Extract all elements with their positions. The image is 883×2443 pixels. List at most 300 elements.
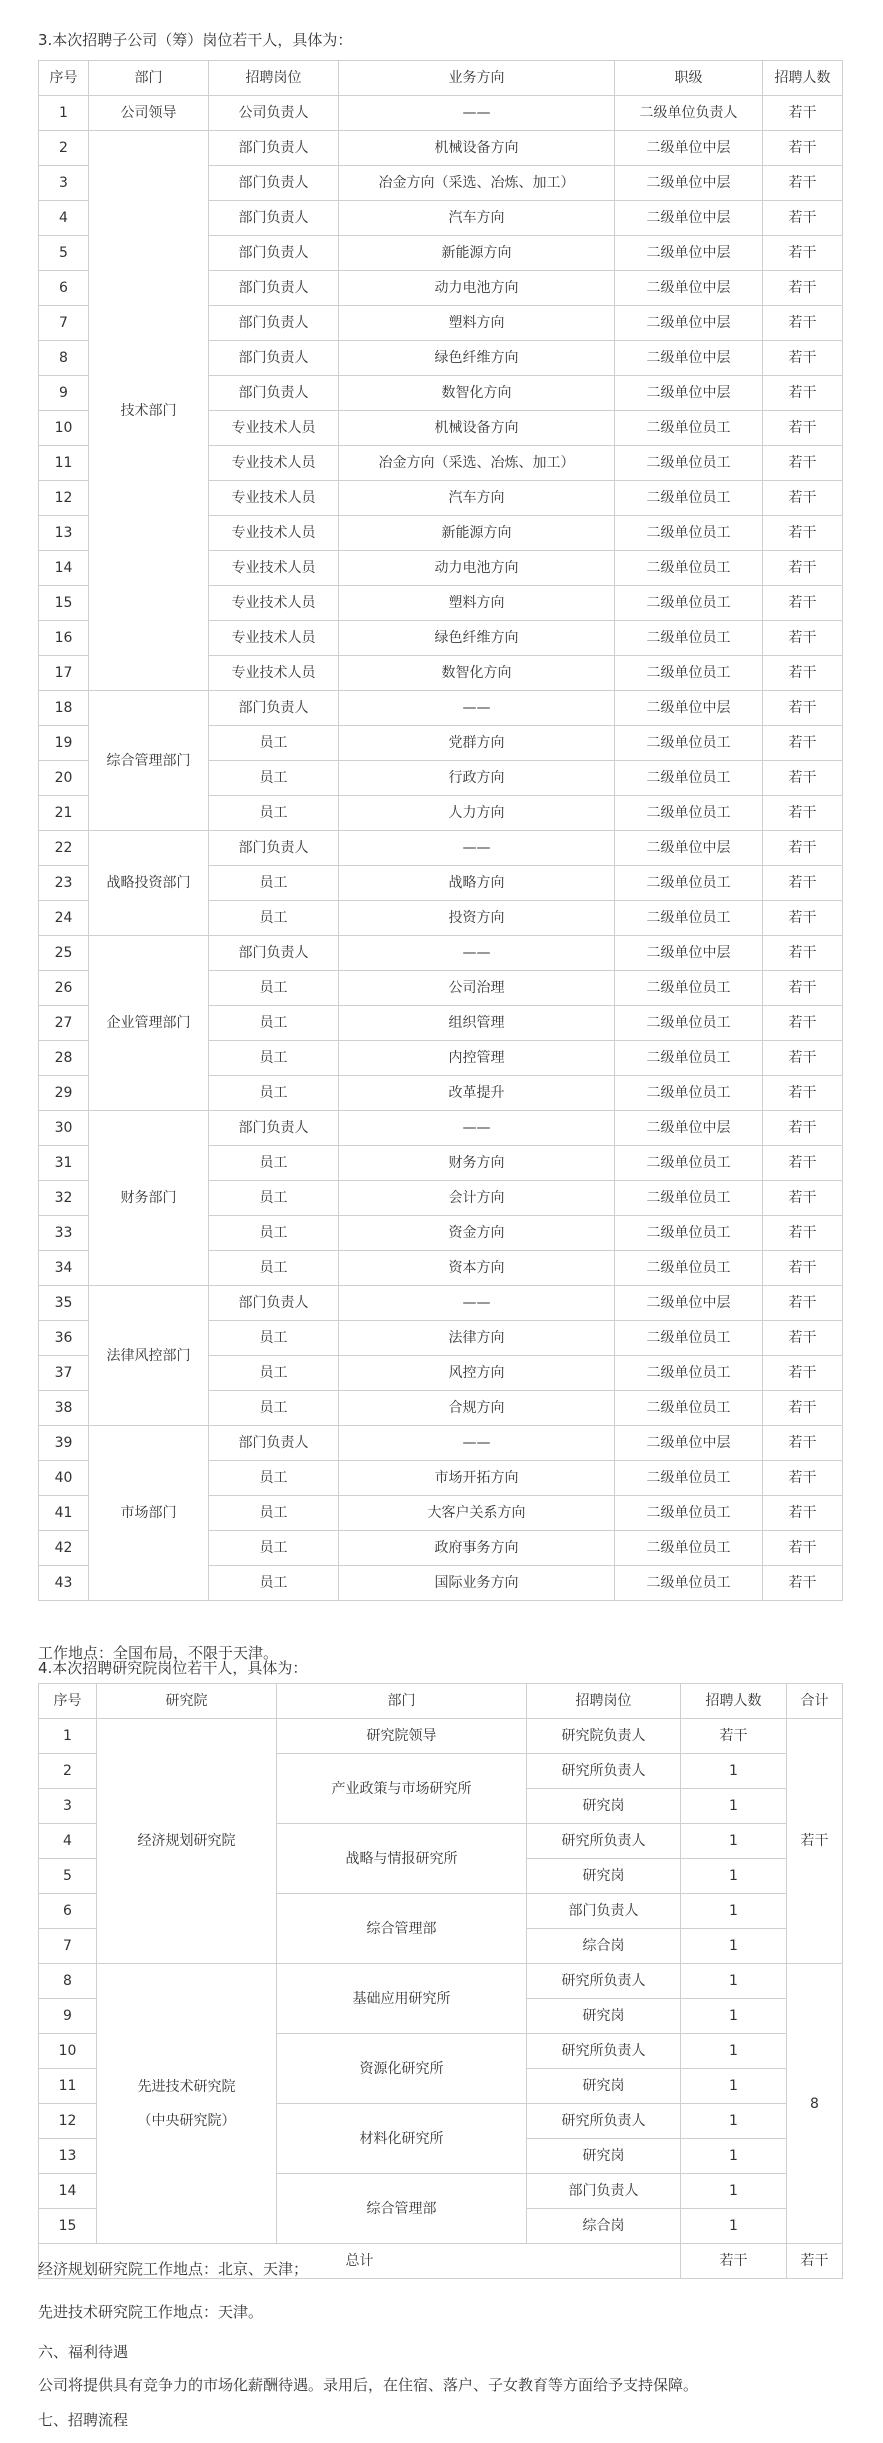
total-sum: 若干 [787, 2244, 843, 2279]
position-cell: 员工 [209, 971, 339, 1006]
row-number: 41 [39, 1496, 89, 1531]
direction-cell: 动力电池方向 [339, 271, 615, 306]
position-cell: 研究岗 [527, 2069, 681, 2104]
position-cell: 研究岗 [527, 2139, 681, 2174]
headcount-cell: 若干 [763, 1076, 843, 1111]
row-number: 35 [39, 1286, 89, 1321]
position-cell: 研究所负责人 [527, 1964, 681, 1999]
row-number: 23 [39, 866, 89, 901]
direction-cell: 冶金方向（采选、冶炼、加工） [339, 446, 615, 481]
column-header: 招聘岗位 [209, 61, 339, 96]
rank-cell: 二级单位中层 [615, 1111, 763, 1146]
position-cell: 专业技术人员 [209, 411, 339, 446]
direction-cell: 冶金方向（采选、冶炼、加工） [339, 166, 615, 201]
department-cell: 公司领导 [89, 96, 209, 131]
direction-cell: 资本方向 [339, 1251, 615, 1286]
row-number: 27 [39, 1006, 89, 1041]
direction-cell: 战略方向 [339, 866, 615, 901]
rank-cell: 二级单位员工 [615, 796, 763, 831]
row-number: 42 [39, 1531, 89, 1566]
position-cell: 部门负责人 [209, 831, 339, 866]
row-number: 15 [39, 2209, 97, 2244]
headcount-cell: 若干 [763, 481, 843, 516]
direction-cell: 绿色纤维方向 [339, 341, 615, 376]
column-header: 合计 [787, 1684, 843, 1719]
row-number: 1 [39, 96, 89, 131]
headcount-cell: 若干 [763, 1496, 843, 1531]
department-cell: 企业管理部门 [89, 936, 209, 1111]
row-number: 16 [39, 621, 89, 656]
row-number: 26 [39, 971, 89, 1006]
position-cell: 专业技术人员 [209, 621, 339, 656]
row-number: 4 [39, 1824, 97, 1859]
rank-cell: 二级单位中层 [615, 1426, 763, 1461]
direction-cell: —— [339, 691, 615, 726]
department-cell: 材料化研究所 [277, 2104, 527, 2174]
direction-cell: 党群方向 [339, 726, 615, 761]
position-cell: 研究所负责人 [527, 2104, 681, 2139]
direction-cell: 新能源方向 [339, 516, 615, 551]
headcount-cell: 1 [681, 1964, 787, 1999]
rank-cell: 二级单位员工 [615, 481, 763, 516]
department-cell: 资源化研究所 [277, 2034, 527, 2104]
rank-cell: 二级单位员工 [615, 586, 763, 621]
rank-cell: 二级单位员工 [615, 1146, 763, 1181]
headcount-cell: 若干 [763, 1041, 843, 1076]
table-row [39, 1964, 843, 1999]
position-cell: 公司负责人 [209, 96, 339, 131]
headcount-cell: 若干 [763, 1216, 843, 1251]
department-cell: 综合管理部门 [89, 691, 209, 831]
column-header: 部门 [277, 1684, 527, 1719]
institute-name-line: 先进技术研究院 [137, 2078, 236, 2095]
headcount-cell: 1 [681, 2209, 787, 2244]
row-number: 43 [39, 1566, 89, 1601]
direction-cell: 资金方向 [339, 1216, 615, 1251]
headcount-cell: 若干 [763, 1286, 843, 1321]
row-number: 29 [39, 1076, 89, 1111]
institute-name-line: （中央研究院） [137, 2112, 236, 2129]
position-cell: 员工 [209, 1006, 339, 1041]
row-number: 12 [39, 481, 89, 516]
headcount-cell: 若干 [763, 691, 843, 726]
direction-cell: 内控管理 [339, 1041, 615, 1076]
rank-cell: 二级单位员工 [615, 1076, 763, 1111]
row-number: 11 [39, 446, 89, 481]
rank-cell: 二级单位员工 [615, 1006, 763, 1041]
position-cell: 员工 [209, 1181, 339, 1216]
work-location-economic: 经济规划研究院工作地点：北京、天津； [38, 2260, 309, 2278]
rank-cell: 二级单位中层 [615, 831, 763, 866]
position-cell: 员工 [209, 1391, 339, 1426]
row-number: 24 [39, 901, 89, 936]
rank-cell: 二级单位员工 [615, 761, 763, 796]
rank-cell: 二级单位员工 [615, 446, 763, 481]
position-cell: 员工 [209, 1041, 339, 1076]
rank-cell: 二级单位员工 [615, 1356, 763, 1391]
headcount-cell: 若干 [763, 1566, 843, 1601]
direction-cell: 机械设备方向 [339, 131, 615, 166]
headcount-cell: 若干 [763, 1391, 843, 1426]
direction-cell: 数智化方向 [339, 656, 615, 691]
headcount-cell: 若干 [763, 1531, 843, 1566]
direction-cell: 会计方向 [339, 1181, 615, 1216]
row-number: 8 [39, 1964, 97, 1999]
table-header-row [39, 1684, 843, 1719]
row-number: 14 [39, 2174, 97, 2209]
department-cell: 法律风控部门 [89, 1286, 209, 1426]
row-number: 8 [39, 341, 89, 376]
institute-name-line: 经济规划研究院 [137, 1833, 236, 1849]
headcount-cell: 若干 [681, 1719, 787, 1754]
headcount-cell: 1 [681, 1929, 787, 1964]
headcount-cell: 若干 [763, 936, 843, 971]
headcount-cell: 若干 [763, 971, 843, 1006]
work-location-subsidiary: 工作地点：全国布局，不限于天津。 [38, 1644, 279, 1662]
direction-cell: 汽车方向 [339, 201, 615, 236]
headcount-cell: 1 [681, 2174, 787, 2209]
position-cell: 研究岗 [527, 1789, 681, 1824]
position-cell: 部门负责人 [527, 1894, 681, 1929]
rank-cell: 二级单位员工 [615, 1041, 763, 1076]
rank-cell: 二级单位员工 [615, 551, 763, 586]
row-number: 28 [39, 1041, 89, 1076]
section-6-title: 六、福利待遇 [38, 2343, 129, 2361]
headcount-cell: 若干 [763, 901, 843, 936]
row-number: 37 [39, 1356, 89, 1391]
position-cell: 员工 [209, 866, 339, 901]
row-number: 18 [39, 691, 89, 726]
headcount-cell: 若干 [763, 341, 843, 376]
row-number: 13 [39, 516, 89, 551]
row-number: 32 [39, 1181, 89, 1216]
headcount-cell: 若干 [763, 1006, 843, 1041]
direction-cell: 组织管理 [339, 1006, 615, 1041]
rank-cell: 二级单位员工 [615, 1531, 763, 1566]
rank-cell: 二级单位员工 [615, 1566, 763, 1601]
headcount-cell: 1 [681, 1999, 787, 2034]
direction-cell: 法律方向 [339, 1321, 615, 1356]
headcount-cell: 若干 [763, 1181, 843, 1216]
total-count: 若干 [681, 2244, 787, 2279]
row-number: 31 [39, 1146, 89, 1181]
rank-cell: 二级单位中层 [615, 201, 763, 236]
row-number: 17 [39, 656, 89, 691]
rank-cell: 二级单位中层 [615, 1286, 763, 1321]
headcount-cell: 若干 [763, 411, 843, 446]
headcount-cell: 若干 [763, 376, 843, 411]
position-cell: 研究所负责人 [527, 1824, 681, 1859]
position-cell: 研究岗 [527, 1859, 681, 1894]
position-cell: 部门负责人 [209, 271, 339, 306]
headcount-cell: 若干 [763, 306, 843, 341]
headcount-cell: 若干 [763, 1146, 843, 1181]
direction-cell: 数智化方向 [339, 376, 615, 411]
row-number: 10 [39, 411, 89, 446]
rank-cell: 二级单位员工 [615, 411, 763, 446]
headcount-cell: 若干 [763, 831, 843, 866]
row-number: 21 [39, 796, 89, 831]
rank-cell: 二级单位员工 [615, 1181, 763, 1216]
row-number: 3 [39, 166, 89, 201]
table-row [39, 1426, 843, 1461]
row-number: 7 [39, 306, 89, 341]
department-cell: 基础应用研究所 [277, 1964, 527, 2034]
headcount-cell: 1 [681, 2139, 787, 2174]
position-cell: 部门负责人 [209, 936, 339, 971]
direction-cell: 合规方向 [339, 1391, 615, 1426]
institute-cell [97, 1964, 277, 2244]
row-number: 6 [39, 271, 89, 306]
position-cell: 员工 [209, 1461, 339, 1496]
headcount-cell: 若干 [763, 516, 843, 551]
rank-cell: 二级单位中层 [615, 236, 763, 271]
rank-cell: 二级单位员工 [615, 1391, 763, 1426]
headcount-cell: 1 [681, 1754, 787, 1789]
column-header: 研究院 [97, 1684, 277, 1719]
row-number: 9 [39, 376, 89, 411]
position-cell: 部门负责人 [209, 691, 339, 726]
row-number: 2 [39, 1754, 97, 1789]
column-header: 序号 [39, 61, 89, 96]
section-4-title: 4.本次招聘研究院岗位若干人，具体为： [38, 1659, 308, 1677]
position-cell: 专业技术人员 [209, 586, 339, 621]
rank-cell: 二级单位员工 [615, 866, 763, 901]
direction-cell: —— [339, 96, 615, 131]
position-cell: 部门负责人 [527, 2174, 681, 2209]
column-header: 招聘人数 [681, 1684, 787, 1719]
position-cell: 员工 [209, 796, 339, 831]
headcount-cell: 若干 [763, 166, 843, 201]
headcount-cell: 若干 [763, 131, 843, 166]
department-cell: 综合管理部 [277, 2174, 527, 2244]
row-number: 9 [39, 1999, 97, 2034]
row-number: 7 [39, 1929, 97, 1964]
column-header: 业务方向 [339, 61, 615, 96]
table-row [39, 1111, 843, 1146]
rank-cell: 二级单位员工 [615, 621, 763, 656]
department-cell: 综合管理部 [277, 1894, 527, 1964]
headcount-cell: 若干 [763, 201, 843, 236]
row-number: 5 [39, 1859, 97, 1894]
direction-cell: 大客户关系方向 [339, 1496, 615, 1531]
department-cell: 市场部门 [89, 1426, 209, 1601]
headcount-cell: 若干 [763, 656, 843, 691]
table-row [39, 831, 843, 866]
position-cell: 部门负责人 [209, 1286, 339, 1321]
position-cell: 专业技术人员 [209, 516, 339, 551]
position-cell: 员工 [209, 1356, 339, 1391]
row-number: 25 [39, 936, 89, 971]
headcount-cell: 若干 [763, 236, 843, 271]
table-row [39, 1719, 843, 1754]
rank-cell: 二级单位员工 [615, 656, 763, 691]
rank-cell: 二级单位员工 [615, 516, 763, 551]
row-number: 2 [39, 131, 89, 166]
position-cell: 专业技术人员 [209, 481, 339, 516]
headcount-cell: 1 [681, 2104, 787, 2139]
department-cell: 战略投资部门 [89, 831, 209, 936]
headcount-cell: 若干 [763, 446, 843, 481]
rank-cell: 二级单位员工 [615, 901, 763, 936]
headcount-cell: 若干 [763, 796, 843, 831]
total-cell: 8 [787, 1964, 843, 2244]
institute-cell [97, 1719, 277, 1964]
headcount-cell: 1 [681, 1894, 787, 1929]
column-header: 招聘人数 [763, 61, 843, 96]
direction-cell: —— [339, 936, 615, 971]
headcount-cell: 若干 [763, 1321, 843, 1356]
direction-cell: 塑料方向 [339, 306, 615, 341]
column-header: 序号 [39, 1684, 97, 1719]
row-number: 38 [39, 1391, 89, 1426]
table-row [39, 936, 843, 971]
position-cell: 员工 [209, 1216, 339, 1251]
column-header: 招聘岗位 [527, 1684, 681, 1719]
row-number: 36 [39, 1321, 89, 1356]
row-number: 14 [39, 551, 89, 586]
direction-cell: 机械设备方向 [339, 411, 615, 446]
rank-cell: 二级单位中层 [615, 341, 763, 376]
direction-cell: 投资方向 [339, 901, 615, 936]
institute-positions-table [38, 1683, 843, 2279]
position-cell: 部门负责人 [209, 306, 339, 341]
position-cell: 员工 [209, 1146, 339, 1181]
position-cell: 专业技术人员 [209, 446, 339, 481]
headcount-cell: 若干 [763, 621, 843, 656]
direction-cell: —— [339, 1286, 615, 1321]
position-cell: 专业技术人员 [209, 656, 339, 691]
headcount-cell: 若干 [763, 1111, 843, 1146]
direction-cell: 人力方向 [339, 796, 615, 831]
row-number: 11 [39, 2069, 97, 2104]
row-number: 22 [39, 831, 89, 866]
position-cell: 综合岗 [527, 2209, 681, 2244]
work-location-advanced: 先进技术研究院工作地点：天津。 [38, 2303, 264, 2321]
position-cell: 部门负责人 [209, 1111, 339, 1146]
position-cell: 研究岗 [527, 1999, 681, 2034]
table-row [39, 96, 843, 131]
row-number: 6 [39, 1894, 97, 1929]
position-cell: 员工 [209, 726, 339, 761]
row-number: 19 [39, 726, 89, 761]
row-number: 33 [39, 1216, 89, 1251]
rank-cell: 二级单位员工 [615, 726, 763, 761]
rank-cell: 二级单位中层 [615, 271, 763, 306]
row-number: 39 [39, 1426, 89, 1461]
headcount-cell: 若干 [763, 96, 843, 131]
rank-cell: 二级单位中层 [615, 936, 763, 971]
headcount-cell: 1 [681, 1824, 787, 1859]
position-cell: 员工 [209, 761, 339, 796]
rank-cell: 二级单位负责人 [615, 96, 763, 131]
row-number: 5 [39, 236, 89, 271]
direction-cell: 动力电池方向 [339, 551, 615, 586]
row-number: 1 [39, 1719, 97, 1754]
headcount-cell: 若干 [763, 761, 843, 796]
position-cell: 部门负责人 [209, 236, 339, 271]
direction-cell: 国际业务方向 [339, 1566, 615, 1601]
headcount-cell: 1 [681, 1789, 787, 1824]
row-number: 12 [39, 2104, 97, 2139]
direction-cell: 绿色纤维方向 [339, 621, 615, 656]
department-cell: 战略与情报研究所 [277, 1824, 527, 1894]
position-cell: 员工 [209, 1321, 339, 1356]
headcount-cell: 若干 [763, 1251, 843, 1286]
table-row [39, 131, 843, 166]
position-cell: 综合岗 [527, 1929, 681, 1964]
direction-cell: 改革提升 [339, 1076, 615, 1111]
position-cell: 研究所负责人 [527, 1754, 681, 1789]
rank-cell: 二级单位员工 [615, 1496, 763, 1531]
direction-cell: 行政方向 [339, 761, 615, 796]
position-cell: 部门负责人 [209, 166, 339, 201]
position-cell: 部门负责人 [209, 201, 339, 236]
rank-cell: 二级单位中层 [615, 306, 763, 341]
position-cell: 部门负责人 [209, 341, 339, 376]
row-number: 4 [39, 201, 89, 236]
position-cell: 员工 [209, 1496, 339, 1531]
row-number: 13 [39, 2139, 97, 2174]
direction-cell: 市场开拓方向 [339, 1461, 615, 1496]
row-number: 30 [39, 1111, 89, 1146]
department-cell: 产业政策与市场研究所 [277, 1754, 527, 1824]
headcount-cell: 若干 [763, 1426, 843, 1461]
position-cell: 专业技术人员 [209, 551, 339, 586]
position-cell: 员工 [209, 1251, 339, 1286]
direction-cell: —— [339, 1111, 615, 1146]
row-number: 34 [39, 1251, 89, 1286]
total-cell: 若干 [787, 1719, 843, 1964]
direction-cell: 新能源方向 [339, 236, 615, 271]
position-cell: 员工 [209, 1566, 339, 1601]
position-cell: 研究所负责人 [527, 2034, 681, 2069]
department-cell: 研究院领导 [277, 1719, 527, 1754]
headcount-cell: 1 [681, 2069, 787, 2104]
table-row [39, 1286, 843, 1321]
direction-cell: 财务方向 [339, 1146, 615, 1181]
rank-cell: 二级单位中层 [615, 376, 763, 411]
position-cell: 员工 [209, 1076, 339, 1111]
headcount-cell: 1 [681, 1859, 787, 1894]
rank-cell: 二级单位中层 [615, 166, 763, 201]
column-header: 部门 [89, 61, 209, 96]
rank-cell: 二级单位中层 [615, 691, 763, 726]
direction-cell: 公司治理 [339, 971, 615, 1006]
rank-cell: 二级单位中层 [615, 131, 763, 166]
row-number: 15 [39, 586, 89, 621]
department-cell: 技术部门 [89, 131, 209, 691]
position-cell: 员工 [209, 901, 339, 936]
direction-cell: 汽车方向 [339, 481, 615, 516]
subsidiary-positions-table [38, 60, 843, 1601]
headcount-cell: 若干 [763, 551, 843, 586]
headcount-cell: 若干 [763, 1461, 843, 1496]
section-6-body: 公司将提供具有竞争力的市场化薪酬待遇。录用后，在住宿、落户、子女教育等方面给予支持保障。 [38, 2376, 699, 2394]
headcount-cell: 若干 [763, 1356, 843, 1391]
rank-cell: 二级单位员工 [615, 1251, 763, 1286]
position-cell: 研究院负责人 [527, 1719, 681, 1754]
direction-cell: —— [339, 831, 615, 866]
headcount-cell: 若干 [763, 271, 843, 306]
headcount-cell: 1 [681, 2034, 787, 2069]
direction-cell: —— [339, 1426, 615, 1461]
position-cell: 部门负责人 [209, 1426, 339, 1461]
row-number: 3 [39, 1789, 97, 1824]
headcount-cell: 若干 [763, 586, 843, 621]
section-3-title: 3.本次招聘子公司（筹）岗位若干人，具体为： [38, 31, 353, 49]
department-cell: 财务部门 [89, 1111, 209, 1286]
